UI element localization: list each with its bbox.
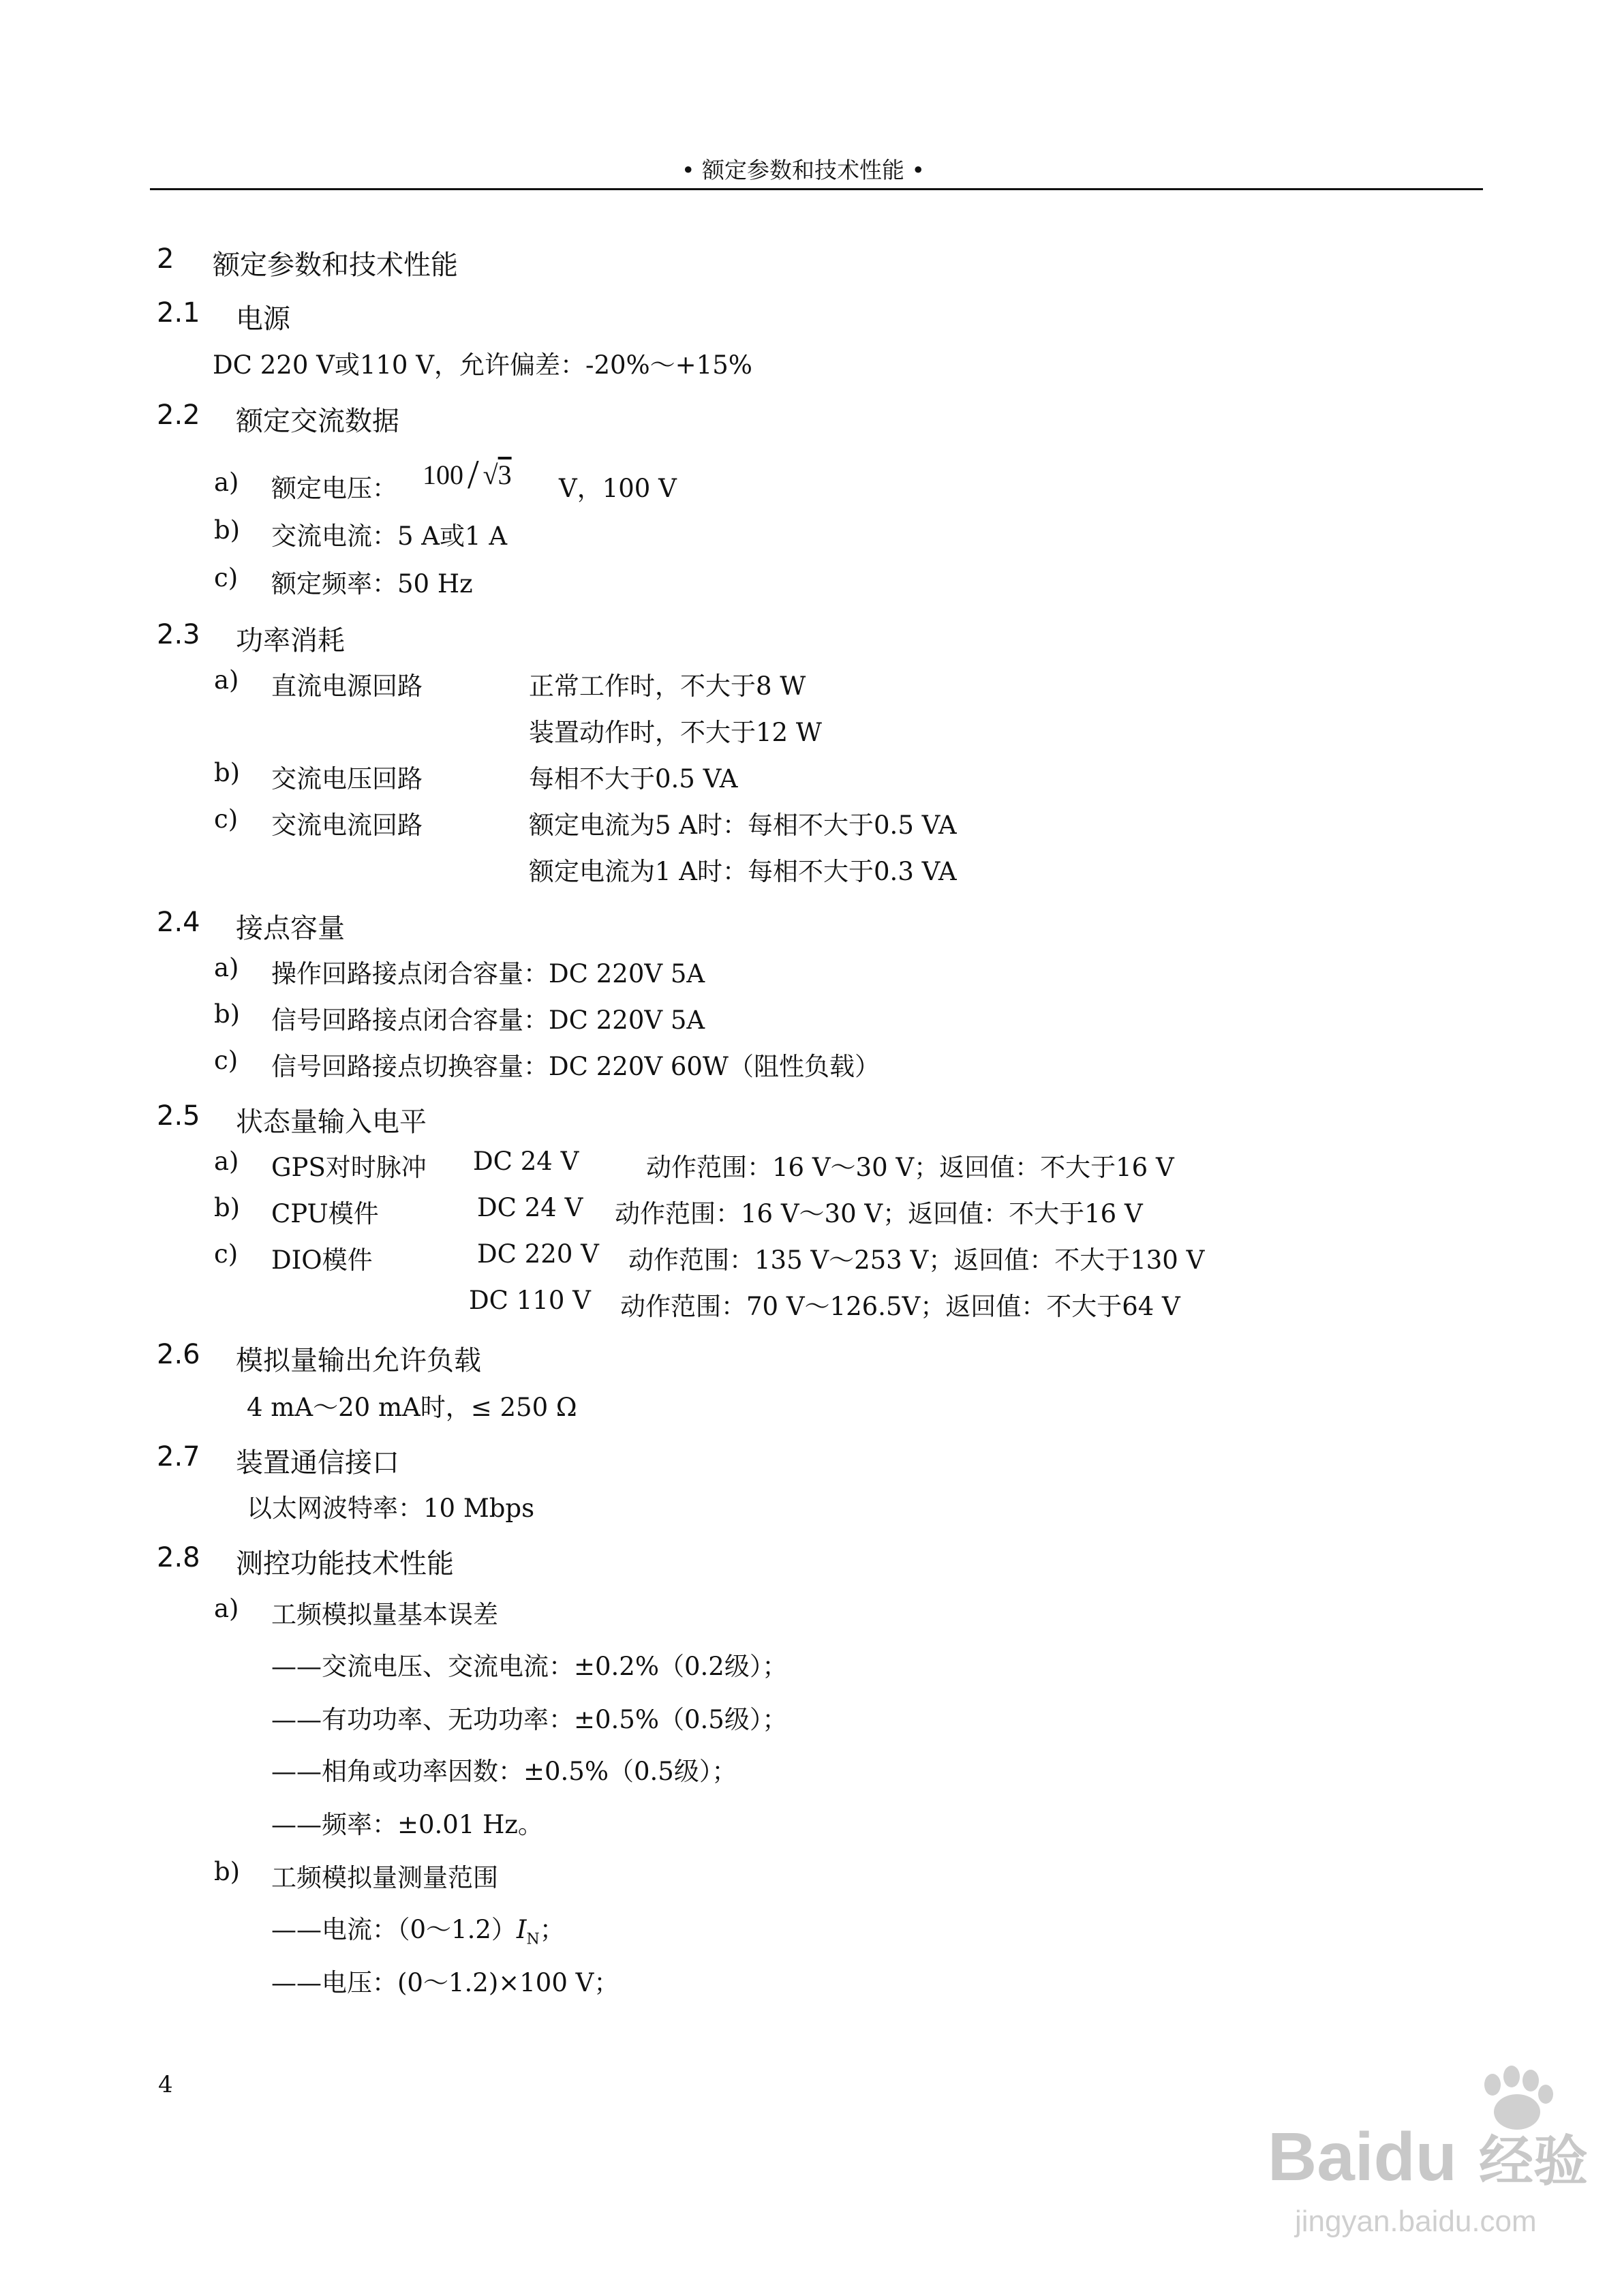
item-label: a) — [214, 665, 239, 695]
heading-2-5-number: 2.5 — [157, 1100, 200, 1132]
heading-2-4-number: 2.4 — [157, 907, 200, 938]
section-number: 2 — [157, 243, 174, 275]
current-symbol: I — [516, 1915, 527, 1944]
item-label: c) — [214, 1239, 239, 1269]
ac-current-circuit-5a: 额定电流为5 A时：每相不大于0.5 VA — [529, 811, 957, 840]
gps-pulse-label: GPS对时脉冲 — [271, 1153, 427, 1182]
formula-numerator: 100 — [423, 459, 463, 490]
cpu-module-label: CPU模件 — [271, 1199, 379, 1228]
dio-module-range-110: 动作范围：70 V～126.5V；返回值：不大于64 V — [620, 1292, 1180, 1321]
section-title: 额定参数和技术性能 — [213, 250, 458, 281]
current-range-prefix: ——电流：（0～1.2） — [271, 1915, 517, 1944]
ac-voltage-circuit-value: 每相不大于0.5 VA — [529, 764, 738, 794]
dio-module-label: DIO模件 — [271, 1245, 373, 1275]
item-label: b) — [214, 999, 241, 1029]
list-item: ——相角或功率因数：±0.5%（0.5级）； — [271, 1757, 737, 1786]
rated-frequency-text: 额定频率：50 Hz — [271, 569, 473, 599]
cpu-module-dc: DC 24 V — [477, 1193, 583, 1222]
item-label: a) — [214, 1594, 239, 1623]
heading-2-7-number: 2.7 — [157, 1441, 200, 1472]
item-label: c) — [214, 804, 239, 834]
basic-error-title: 工频模拟量基本误差 — [271, 1600, 498, 1629]
formula-slash: / — [468, 452, 479, 497]
voltage-range: ——电压：(0～1.2)×100 V； — [271, 1968, 619, 1997]
ac-current-text: 交流电流：5 A或1 A — [271, 522, 508, 551]
ac-current-circuit-1a: 额定电流为1 A时：每相不大于0.3 VA — [529, 857, 957, 886]
list-item: ——交流电压、交流电流：±0.2%（0.2级）； — [271, 1652, 788, 1681]
running-header: • 额定参数和技术性能 • — [682, 157, 925, 183]
heading-2-3-title: 功率消耗 — [236, 625, 345, 656]
dio-module-dc-220: DC 220 V — [477, 1239, 599, 1269]
watermark-url: jingyan.baidu.com — [1295, 2205, 1537, 2238]
analog-output-load: 4 mA～20 mA时，≤ 250 Ω — [247, 1393, 577, 1422]
dio-module-range-220: 动作范围：135 V～253 V；返回值：不大于130 V — [628, 1245, 1205, 1275]
heading-2-6-title: 模拟量输出允许负载 — [236, 1345, 481, 1376]
ac-voltage-circuit-label: 交流电压回路 — [271, 764, 423, 794]
heading-2-8-number: 2.8 — [157, 1542, 200, 1573]
current-subscript: N — [526, 1931, 540, 1948]
item-label: b) — [214, 1857, 241, 1886]
paw-icon — [1484, 2066, 1553, 2130]
measurement-range-title: 工频模拟量测量范围 — [271, 1863, 498, 1892]
current-range — [271, 1909, 565, 1948]
item-label: a) — [214, 953, 239, 982]
heading-2-8-title: 测控功能技术性能 — [236, 1548, 454, 1580]
dc-power-normal: 正常工作时，不大于8 W — [529, 671, 806, 701]
heading-2-2-number: 2.2 — [157, 399, 200, 431]
heading-2-5-title: 状态量输入电平 — [236, 1106, 427, 1138]
item-label: c) — [214, 563, 239, 592]
header-rule — [150, 188, 1483, 190]
heading-2-4-title: 接点容量 — [236, 913, 345, 944]
formula-radicand: 3 — [498, 459, 512, 490]
cpu-module-range: 动作范围：16 V～30 V；返回值：不大于16 V — [615, 1199, 1143, 1228]
gps-pulse-dc: DC 24 V — [473, 1147, 579, 1176]
heading-2-1-number: 2.1 — [157, 297, 200, 329]
baidu-watermark — [1254, 2044, 1595, 2248]
contact-capacity-operating: 操作回路接点闭合容量：DC 220V 5A — [271, 959, 705, 988]
dc-power-operating: 装置动作时，不大于12 W — [529, 718, 822, 747]
list-item: ——有功功率、无功功率：±0.5%（0.5级）； — [271, 1705, 788, 1734]
watermark-brand: Baidu — [1268, 2119, 1457, 2195]
item-label: b) — [214, 1193, 241, 1222]
list-item: ——频率：±0.01 Hz。 — [271, 1810, 543, 1839]
watermark-cn: 经验 — [1479, 2131, 1588, 2192]
contact-capacity-signal-switch: 信号回路接点切换容量：DC 220V 60W（阻性负载） — [271, 1052, 880, 1081]
heading-2-3-number: 2.3 — [157, 619, 200, 650]
ac-current-circuit-label: 交流电流回路 — [271, 811, 423, 840]
sqrt-symbol: √ — [483, 459, 498, 490]
heading-2-1-title: 电源 — [236, 303, 290, 335]
item-label: c) — [214, 1046, 239, 1075]
item-label: a) — [214, 468, 239, 497]
heading-2-2-title: 额定交流数据 — [236, 406, 399, 437]
item-label: b) — [214, 515, 241, 545]
rated-voltage-tail: V，100 V — [559, 474, 677, 503]
ethernet-baud-rate: 以太网波特率：10 Mbps — [247, 1494, 535, 1523]
rated-voltage-formula — [423, 451, 512, 498]
item-label: b) — [214, 758, 241, 787]
page-number: 4 — [158, 2071, 173, 2098]
power-supply-text: DC 220 V或110 V，允许偏差：-20%～+15% — [213, 350, 752, 380]
dio-module-dc-110: DC 110 V — [469, 1286, 591, 1315]
current-range-suffix: ； — [539, 1915, 565, 1944]
gps-pulse-range: 动作范围：16 V～30 V；返回值：不大于16 V — [646, 1153, 1174, 1182]
contact-capacity-signal-close: 信号回路接点闭合容量：DC 220V 5A — [271, 1006, 705, 1035]
heading-2-6-number: 2.6 — [157, 1339, 200, 1370]
heading-2-7-title: 装置通信接口 — [236, 1447, 399, 1479]
rated-voltage-label: 额定电压： — [271, 474, 397, 503]
item-label: a) — [214, 1147, 239, 1176]
dc-power-circuit-label: 直流电源回路 — [271, 671, 423, 701]
